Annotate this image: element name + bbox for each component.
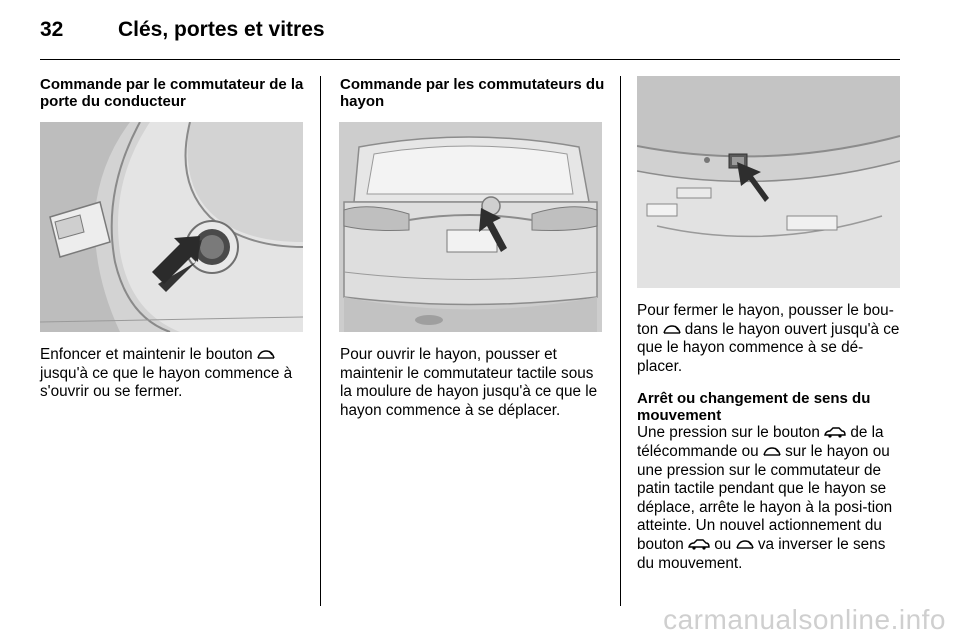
stop-text-a: Une pression sur le bouton	[637, 424, 820, 442]
driver-door-text-a: Enfoncer et maintenir le bouton	[40, 346, 253, 363]
driver-door-instructions	[40, 346, 306, 402]
tailgate-button-icon	[257, 349, 275, 360]
stop-text-e: va inverser le sens du mouvement.	[637, 535, 886, 572]
tailgate-button-icon	[763, 446, 781, 457]
column-divider-2	[620, 76, 621, 606]
column-3-text	[637, 302, 901, 573]
stop-text-c: sur le hayon ou une pression sur le commutateur de patin tactile pendant que le hayon se déplace, arrête le hayon à la posi-tion atteinte. Un nouvel actionnement du bouton	[637, 442, 893, 553]
tailgate-close-instructions	[637, 302, 901, 376]
close-text-a: Pour fermer le hayon, pousser le bou-ton	[637, 302, 894, 338]
page-number: 32	[40, 18, 64, 41]
tailgate-open-instructions: Pour ouvrir le hayon, pousser et maintenir le commutateur tactile sous la moulure de hayon jusqu'à ce que le hayon commence à se déplacer.	[340, 346, 598, 419]
tailgate-interior-illustration	[637, 76, 900, 288]
column-divider-1	[320, 76, 321, 606]
stop-reverse-instructions	[637, 424, 901, 573]
remote-car-icon	[824, 427, 846, 438]
section-heading-stop-reverse: Arrêt ou changement de sens du mouvement	[637, 390, 871, 425]
tailgate-exterior-illustration	[339, 122, 602, 332]
section-heading-driver-door: Commande par le commutateur de la porte du conducteur	[40, 76, 304, 110]
column-1-text	[40, 346, 306, 402]
tailgate-button-icon	[663, 324, 681, 335]
page-title: Clés, portes et vitres	[118, 18, 325, 41]
column-2-text	[340, 346, 606, 420]
column-2	[340, 76, 606, 110]
stop-text-b: de la télécommande ou	[637, 424, 884, 460]
watermark: carmanualsonline.info	[663, 604, 946, 635]
driver-door-text-b: jusqu'à ce que le hayon commence à s'ouvrir ou se fermer.	[40, 364, 293, 401]
header-rule	[40, 59, 900, 60]
tailgate-button-icon	[736, 539, 754, 550]
close-text-b: dans le hayon ouvert jusqu'à ce que le hayon commence à se dé-placer.	[637, 320, 900, 375]
column-1	[40, 76, 306, 110]
page-header	[40, 18, 900, 58]
remote-car-icon	[688, 539, 710, 550]
door-switch-illustration	[40, 122, 303, 332]
stop-text-d: ou	[714, 535, 732, 553]
section-heading-tailgate-switch: Commande par les commutateurs du hayon	[340, 76, 605, 110]
